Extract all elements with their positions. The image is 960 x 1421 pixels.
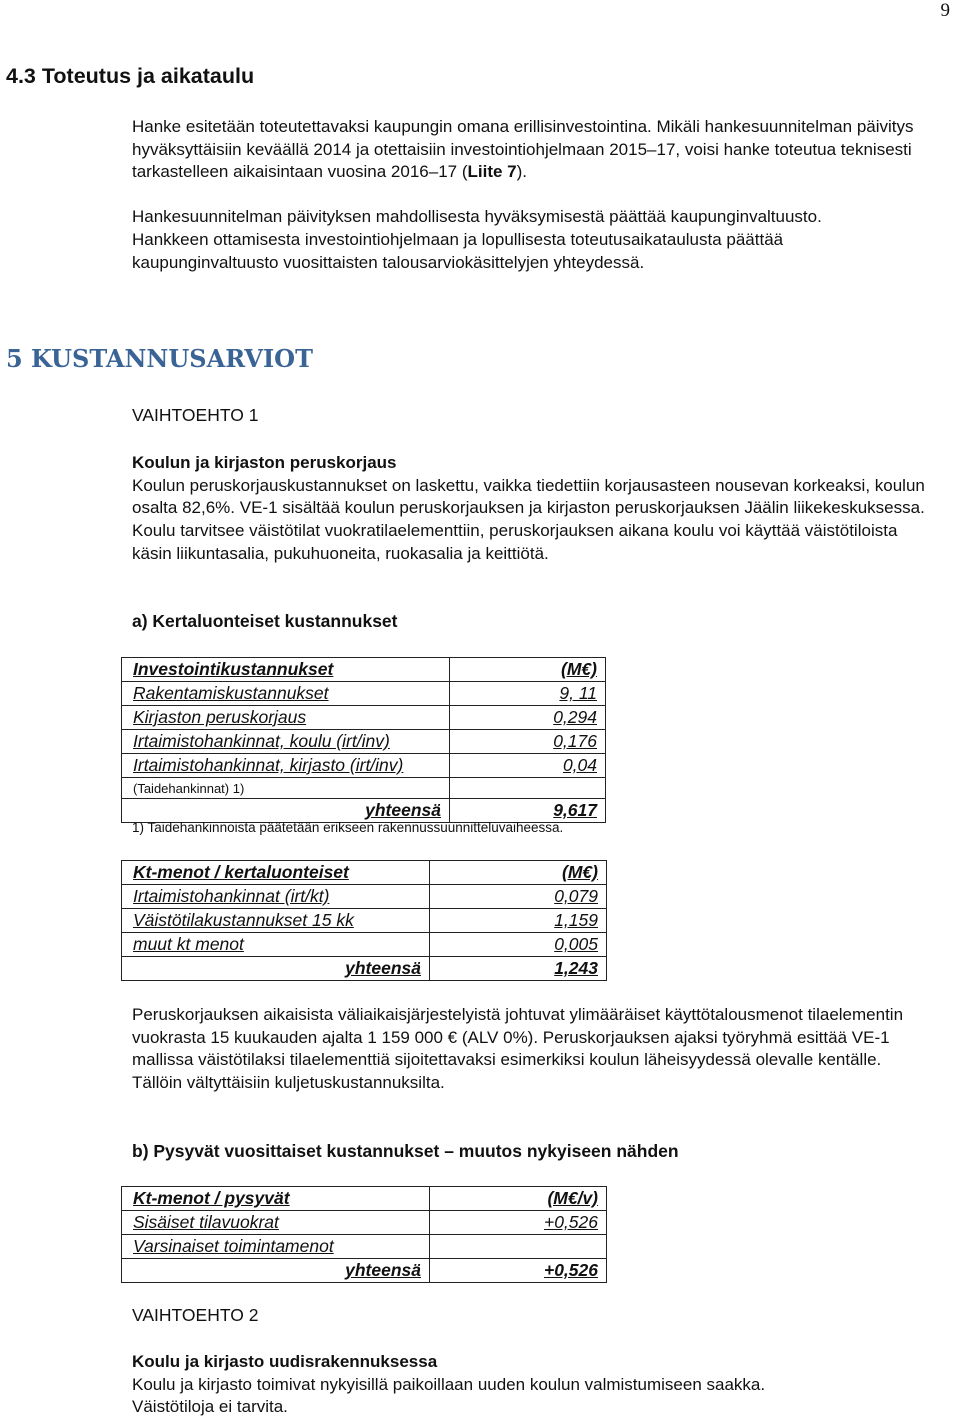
subheading-one-time-costs: a) Kertaluonteiset kustannukset bbox=[132, 611, 398, 631]
table-row bbox=[122, 682, 606, 706]
paragraph-new-building: Koulu ja kirjasto toimivat nykyisillä paikoillaan uuden koulun valmistumiseen saakka. bbox=[132, 1374, 766, 1394]
option-1-body bbox=[132, 452, 932, 566]
table-header-row bbox=[122, 658, 606, 682]
row-value: +0,526 bbox=[430, 1211, 607, 1235]
option-2-body bbox=[132, 1351, 932, 1419]
table-row bbox=[122, 1235, 607, 1259]
row-value: 0,079 bbox=[430, 885, 607, 909]
table-total-row bbox=[122, 957, 607, 981]
row-label: Rakentamiskustannukset bbox=[122, 682, 450, 706]
paragraph-budget: Hankkeen ottamisesta investointiohjelmaan ja lopullisesta toteutusaikataulusta päättää kaupunginvaltuusto vuosittaisten talousarviokäsittelyjen yhteydessä. bbox=[132, 229, 784, 272]
row-label: Varsinaiset toimintamenot bbox=[122, 1235, 430, 1259]
row-label: Irtaimistohankinnat (irt/kt) bbox=[122, 885, 430, 909]
table-header-label: Kt-menot / kertaluonteiset bbox=[122, 861, 430, 885]
option-2-subheading: Koulu ja kirjasto uudisrakennuksessa bbox=[132, 1352, 438, 1371]
option-1-subheading: Koulun ja kirjaston peruskorjaus bbox=[132, 453, 397, 472]
row-value bbox=[430, 1235, 607, 1259]
paragraph-temporary-costs: Peruskorjauksen aikaisista väliaikaisjärjestelyistä johtuvat ylimääräiset käyttötalousmenot tilaelementin vuokrasta 15 kuukauden ajalta 1 159 000 € (ALV 0%). Peruskorjauksen ajaksi työryhmä esittää VE-1 mallissa väistötilaksi tilaelementtiä sijoitettavaksi esimerkiksi koulun läheisyydessä olevalle kentälle. Tällöin vältyttäisiin kuljetuskustannuksilta. bbox=[132, 1005, 904, 1093]
investment-cost-table bbox=[121, 657, 606, 823]
permanent-cost-table bbox=[121, 1186, 607, 1283]
temporary-arrangements-body bbox=[132, 1004, 932, 1095]
table-header-unit: (M€) bbox=[430, 861, 607, 885]
row-value: 0,005 bbox=[430, 933, 607, 957]
row-label: Irtaimistohankinnat, kirjasto (irt/inv) bbox=[122, 754, 450, 778]
page-number: 9 bbox=[940, 0, 950, 21]
option-1-label: VAIHTOEHTO 1 bbox=[132, 405, 259, 425]
one-time-operating-cost-table bbox=[121, 860, 607, 981]
table-header-row bbox=[122, 861, 607, 885]
table-total-row bbox=[122, 799, 606, 823]
section-heading-4-3: 4.3 Toteutus ja aikataulu bbox=[6, 64, 255, 88]
total-label: yhteensä bbox=[122, 1259, 430, 1283]
table-row bbox=[122, 909, 607, 933]
row-value: 0,294 bbox=[450, 706, 606, 730]
total-value: +0,526 bbox=[430, 1259, 607, 1283]
row-value: 0,04 bbox=[450, 754, 606, 778]
table-header-unit: (M€) bbox=[450, 658, 606, 682]
table-header-row bbox=[122, 1187, 607, 1211]
table-row-art-purchases bbox=[122, 778, 606, 799]
total-value: 1,243 bbox=[430, 957, 607, 981]
row-label: Väistötilakustannukset 15 kk bbox=[122, 909, 430, 933]
total-value: 9,617 bbox=[450, 799, 606, 823]
row-label: Kirjaston peruskorjaus bbox=[122, 706, 450, 730]
paragraph-no-temporary-premises: Väistötiloja ei tarvita. bbox=[132, 1397, 288, 1417]
table-row bbox=[122, 730, 606, 754]
paragraph-approval: Hankesuunnitelman päivityksen mahdollisesta hyväksymisestä päättää kaupunginvaltuusto. bbox=[132, 207, 822, 227]
paragraph-schedule bbox=[132, 116, 932, 184]
row-label: Sisäiset tilavuokrat bbox=[122, 1211, 430, 1235]
paragraph-text-end: ). bbox=[516, 162, 528, 182]
total-label: yhteensä bbox=[122, 799, 450, 823]
section-4-3-body bbox=[132, 116, 932, 274]
table-header-label: Investointikustannukset bbox=[122, 658, 450, 682]
table-header-unit: (M€/v) bbox=[430, 1187, 607, 1211]
table-total-row bbox=[122, 1259, 607, 1283]
row-value: 0,176 bbox=[450, 730, 606, 754]
table-row bbox=[122, 885, 607, 909]
table-row bbox=[122, 706, 606, 730]
row-value: 1,159 bbox=[430, 909, 607, 933]
table-row bbox=[122, 933, 607, 957]
option-2-label: VAIHTOEHTO 2 bbox=[132, 1305, 259, 1325]
subheading-permanent-costs: b) Pysyvät vuosittaiset kustannukset – muutos nykyiseen nähden bbox=[132, 1141, 679, 1161]
row-value-empty bbox=[450, 778, 606, 799]
total-label: yhteensä bbox=[122, 957, 430, 981]
row-label: Irtaimistohankinnat, koulu (irt/inv) bbox=[122, 730, 450, 754]
appendix-reference: Liite 7 bbox=[467, 162, 517, 182]
paragraph-text: Hanke esitetään toteutettavaksi kaupungin omana erillisinvestointina. Mikäli hankesuunnitelman päivitys hyväksyttäisiin keväällä 2014 ja otettaisiin investointiohjelmaan 2015–17, voisi hanke toteutua teknisesti tarkastelleen aikaisintaan vuosina 2016–17 ( bbox=[132, 117, 914, 182]
row-value: 9, 11 bbox=[450, 682, 606, 706]
row-label: (Taidehankinnat) 1) bbox=[122, 778, 450, 799]
table-row bbox=[122, 754, 606, 778]
table-header-label: Kt-menot / pysyvät bbox=[122, 1187, 430, 1211]
row-label: muut kt menot bbox=[122, 933, 430, 957]
table-footnote: 1) Taidehankinnoista päätetään erikseen rakennussuunnitteluvaiheessa. bbox=[132, 820, 564, 835]
paragraph-renovation-cost: Koulun peruskorjauskustannukset on laskettu, vaikka tiedettiin korjausasteen nousevan korkeaksi, koulun osalta 82,6%. VE-1 sisältää koulun peruskorjauksen ja kirjaston peruskorjauksen Jäälin liikekeskuksessa. bbox=[132, 475, 925, 518]
table-row bbox=[122, 1211, 607, 1235]
paragraph-temporary-premises: Koulu tarvitsee väistötilat vuokratilaelementtiin, peruskorjauksen aikana koulu voi käyttää väistötiloista käsin liikuntasalia, pukuhuoneita, ruokasalia ja keittiötä. bbox=[132, 521, 898, 563]
section-heading-5: 5 KUSTANNUSARVIOT bbox=[6, 344, 313, 373]
